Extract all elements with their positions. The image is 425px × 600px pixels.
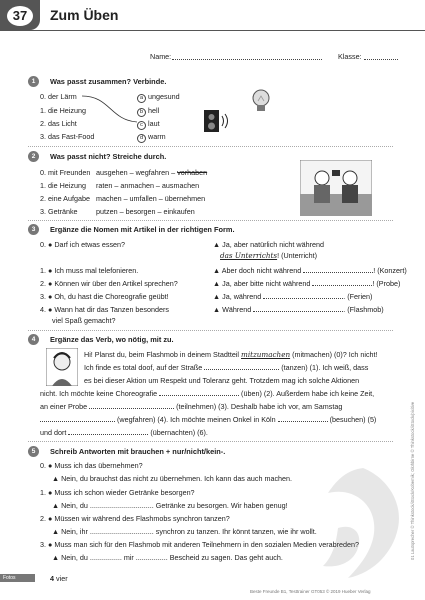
- section-title: Ergänze die Nomen mit Artikel in der richtigen Form.: [50, 225, 235, 234]
- answer: ▲ Aber doch nicht während: [213, 266, 302, 275]
- text-line: (wegfahren) (4). Ich möchte meinen Onkel in Köln: [115, 415, 278, 424]
- answer-blank[interactable]: [159, 389, 239, 396]
- word-options: putzen – besorgen – einkaufen: [96, 207, 195, 216]
- question: 2. ● Müssen wir während des Flashmobs synchron tanzen?: [40, 514, 230, 523]
- section-number: 4: [28, 334, 39, 345]
- name-label: Name:: [150, 52, 172, 61]
- class-label: Klasse:: [338, 52, 362, 61]
- watermark-logo: [318, 468, 408, 578]
- word-options: ausgehen – wegfahren –: [96, 168, 176, 177]
- hint: . (Flashmob): [343, 305, 384, 314]
- word-options: machen – umfallen – übernehmen: [96, 194, 206, 203]
- hint: ! (Unterricht): [277, 251, 318, 260]
- row-label: 0. mit Freunden: [40, 168, 91, 177]
- text-line: (übernachten) (6).: [148, 428, 208, 437]
- match-left-item: 2. das Licht: [40, 119, 77, 128]
- answer: ▲ Ja, aber natürlich nicht während: [213, 240, 324, 249]
- answer-blank[interactable]: [204, 363, 279, 370]
- handwritten-answer: mitzumachen: [241, 350, 291, 359]
- answer: ▲ Nein, du brauchst das nicht zu übernehmen. Ich kann das auch machen.: [52, 474, 293, 483]
- question: 0. ● Darf ich etwas essen?: [40, 240, 126, 249]
- footer-credit: Beste Freunde B1, Testtrainer GT053 © 2019 Hueber Verlag: [250, 589, 371, 594]
- answer: ▲ Während: [213, 305, 252, 314]
- letter-d[interactable]: d: [137, 134, 146, 143]
- text-line: an einer Probe: [40, 402, 90, 411]
- hint: ! (Probe): [372, 279, 401, 288]
- letter-a[interactable]: a: [137, 94, 146, 103]
- divider: [28, 330, 393, 331]
- section-number: 1: [28, 76, 39, 87]
- word-options: raten – anmachen – ausmachen: [96, 181, 200, 190]
- answer-blank[interactable]: [253, 305, 343, 312]
- answer-blank[interactable]: [312, 279, 372, 286]
- question: 3. ● Oh, du hast die Choreografie geübt!: [40, 292, 169, 301]
- answer-blank[interactable]: [68, 428, 148, 435]
- text-line: nicht. Ich möchte keine Choreografie: [40, 389, 160, 398]
- section-number: 5: [28, 446, 39, 457]
- page-number: 4: [50, 574, 54, 583]
- row-label: 2. eine Aufgabe: [40, 194, 90, 203]
- handwritten-answer: das Unterrichts: [220, 251, 278, 260]
- divider: [28, 441, 393, 442]
- divider: [28, 146, 393, 147]
- name-line[interactable]: [172, 59, 322, 60]
- footer-tag: Fotos: [0, 574, 35, 582]
- match-left-item: 0. der Lärm: [40, 92, 77, 101]
- page-word: vier: [56, 574, 68, 583]
- match-right-item: ungesund: [148, 92, 180, 101]
- answer: ▲ Nein, du ................................ Getränke zu besorgen. Wir haben genug!: [52, 501, 288, 510]
- question: 3. ● Muss man sich für den Flashmob mit anderen Teilnehmern in den sozialen Medien verabreden?: [40, 540, 360, 549]
- match-left-item: 3. das Fast-Food: [40, 132, 95, 141]
- question: 0. ● Muss ich das übernehmen?: [40, 461, 143, 470]
- text-line: und dort: [40, 428, 69, 437]
- text-line: (tanzen) (1). Ich weiß, dass: [279, 363, 369, 372]
- section-number: 2: [28, 151, 39, 162]
- text-line: (teilnehmen) (3). Deshalb habe ich vor, am Samstag: [174, 402, 343, 411]
- page-title: Zum Üben: [50, 7, 119, 23]
- match-right-item: hell: [148, 106, 160, 115]
- speaker-icon: [202, 108, 232, 134]
- answer: ▲ Ja, während: [213, 292, 262, 301]
- text-line: (besuchen) (5): [327, 415, 377, 424]
- text-line: (mitmachen) (0)? Ich nicht!: [290, 350, 378, 359]
- match-left-item: 1. die Heizung: [40, 106, 86, 115]
- question: 4. ● Wann hat dir das Tanzen besonders: [40, 305, 170, 314]
- answer-blank[interactable]: [40, 415, 115, 422]
- class-line[interactable]: [364, 59, 398, 60]
- row-label: 3. Getränke: [40, 207, 78, 216]
- text-line: (üben) (2). Außerdem habe ich keine Zeit,: [239, 389, 375, 398]
- answer: ▲ Ja, aber bitte nicht während: [213, 279, 311, 288]
- section-number: 3: [28, 224, 39, 235]
- section-title: Was passt nicht? Streiche durch.: [50, 152, 167, 161]
- question-cont: viel Spaß gemacht?: [52, 316, 116, 325]
- question: 1. ● Muss ich schon wieder Getränke besorgen?: [40, 488, 195, 497]
- answer: ▲ Nein, ihr ................................ synchron zu tanzen. Ihr könnt tanzen, wie ihr wollt.: [52, 527, 317, 536]
- section-title: Ergänze das Verb, wo nötig, mit zu.: [50, 335, 174, 344]
- match-right-item: laut: [148, 119, 160, 128]
- text-line: es bei dieser Aktion um Respekt und Toleranz geht. Trotzdem mag ich solche Aktionen: [84, 376, 360, 385]
- divider: [28, 220, 393, 221]
- crossed-word: vorhaben: [177, 168, 208, 177]
- question: 1. ● Ich muss mal telefonieren.: [40, 266, 139, 275]
- text-line: Ich finde es total doof, auf der Straße: [84, 363, 205, 372]
- answer-blank[interactable]: [89, 402, 174, 409]
- letter-c[interactable]: c: [137, 121, 146, 130]
- answer: ▲ Nein, du ................ mir ................ Bescheid zu sagen. Das geht auch.: [52, 553, 283, 562]
- section-title: Was passt zusammen? Verbinde.: [50, 77, 167, 86]
- person-illustration: [46, 348, 78, 386]
- header-rule: [0, 30, 425, 31]
- section-title: Schreib Antworten mit brauchen + nur/nicht/kein-.: [50, 447, 226, 456]
- text-line: Hi! Planst du, beim Flashmob in deinem Stadtteil: [84, 350, 242, 359]
- answer-blank[interactable]: [303, 266, 373, 273]
- hint: ! (Konzert): [373, 266, 407, 275]
- answer-blank[interactable]: [263, 292, 343, 299]
- answer-blank[interactable]: [278, 415, 328, 422]
- hint: . (Ferien): [343, 292, 373, 301]
- match-right-item: warm: [148, 132, 166, 141]
- light-bulb-icon: [248, 88, 274, 114]
- question: 2. ● Können wir über den Artikel sprechen?: [40, 279, 178, 288]
- letter-b[interactable]: b: [137, 108, 146, 117]
- row-label: 1. die Heizung: [40, 181, 86, 190]
- side-credit: 01 Lautsprecher © Thinkstock/iStock/Kobernik; Glühbirne © Thinkstock/iStock/pixitive: [410, 401, 415, 560]
- connecting-line: [80, 92, 140, 127]
- unit-number: 37: [7, 6, 33, 26]
- cartoon-illustration: [300, 160, 372, 216]
